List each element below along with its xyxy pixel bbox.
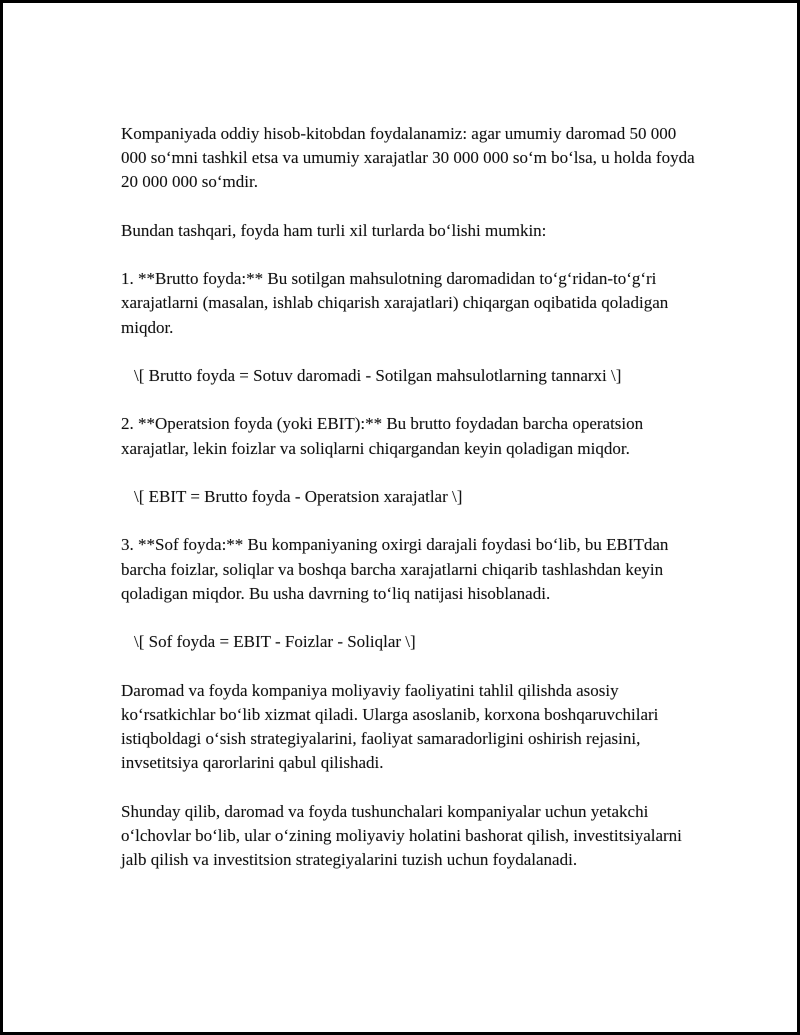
paragraph-intro: Kompaniyada oddiy hisob-kitobdan foydalanamiz: agar umumiy daromad 50 000 000 so‘mni tashkil etsa va umumiy xarajatlar 30 000 000 so‘m bo‘lsa, u holda foyda 20 000 000 so‘mdir.: [121, 124, 695, 192]
document-body: [121, 122, 701, 896]
formula-gross-profit: \[ Brutto foyda = Sotuv daromadi - Sotilgan mahsulotlarning tannarxi \]: [134, 365, 622, 385]
paragraph-analysis: Daromad va foyda kompaniya moliyaviy faoliyatini tahlil qilishda asosiy ko‘rsatkichlar bo‘lib xizmat qiladi. Ularga asoslanib, korxona boshqaruvchilari istiqboldagi o‘sish strategiyalarini, faoliyat samaradorligini oshirish rejasini, invsetitsiya qarorlarini qabul qilishadi.: [121, 680, 659, 773]
paragraph-gross-profit: 1. **Brutto foyda:** Bu sotilgan mahsulotning daromadidan to‘g‘ridan-to‘g‘ri xarajatlarni (masalan, ishlab chiqarish xarajatlari) chiqargan oqibatida qoladigan miqdor.: [121, 269, 669, 337]
formula-ebit: \[ EBIT = Brutto foyda - Operatsion xarajatlar \]: [134, 486, 463, 506]
paragraph-conclusion: Shunday qilib, daromad va foyda tushunchalari kompaniyalar uchun yetakchi o‘lchovlar bo‘lib, ular o‘zining moliyaviy holatini bashorat qilish, investitsiyalarni jalb qilish va investitsion strategiyalarini tuzish uchun foydalanadi.: [121, 801, 682, 869]
paragraph-operating-profit: 2. **Operatsion foyda (yoki EBIT):** Bu brutto foydadan barcha operatsion xarajatlar, lekin foizlar va soliqlarni chiqargandan keyin qoladigan miqdor.: [121, 414, 644, 458]
paragraph-profit-types-intro: Bundan tashqari, foyda ham turli xil turlarda bo‘lishi mumkin:: [121, 220, 547, 240]
paragraph-net-profit: 3. **Sof foyda:** Bu kompaniyaning oxirgi darajali foydasi bo‘lib, bu EBITdan barcha foizlar, soliqlar va boshqa barcha xarajatlarni chiqarib tashlashdan keyin qoladigan miqdor. Bu usha davrning to‘liq natijasi hisoblanadi.: [121, 535, 669, 603]
formula-net-profit: \[ Sof foyda = EBIT - Foizlar - Soliqlar \]: [134, 632, 416, 652]
